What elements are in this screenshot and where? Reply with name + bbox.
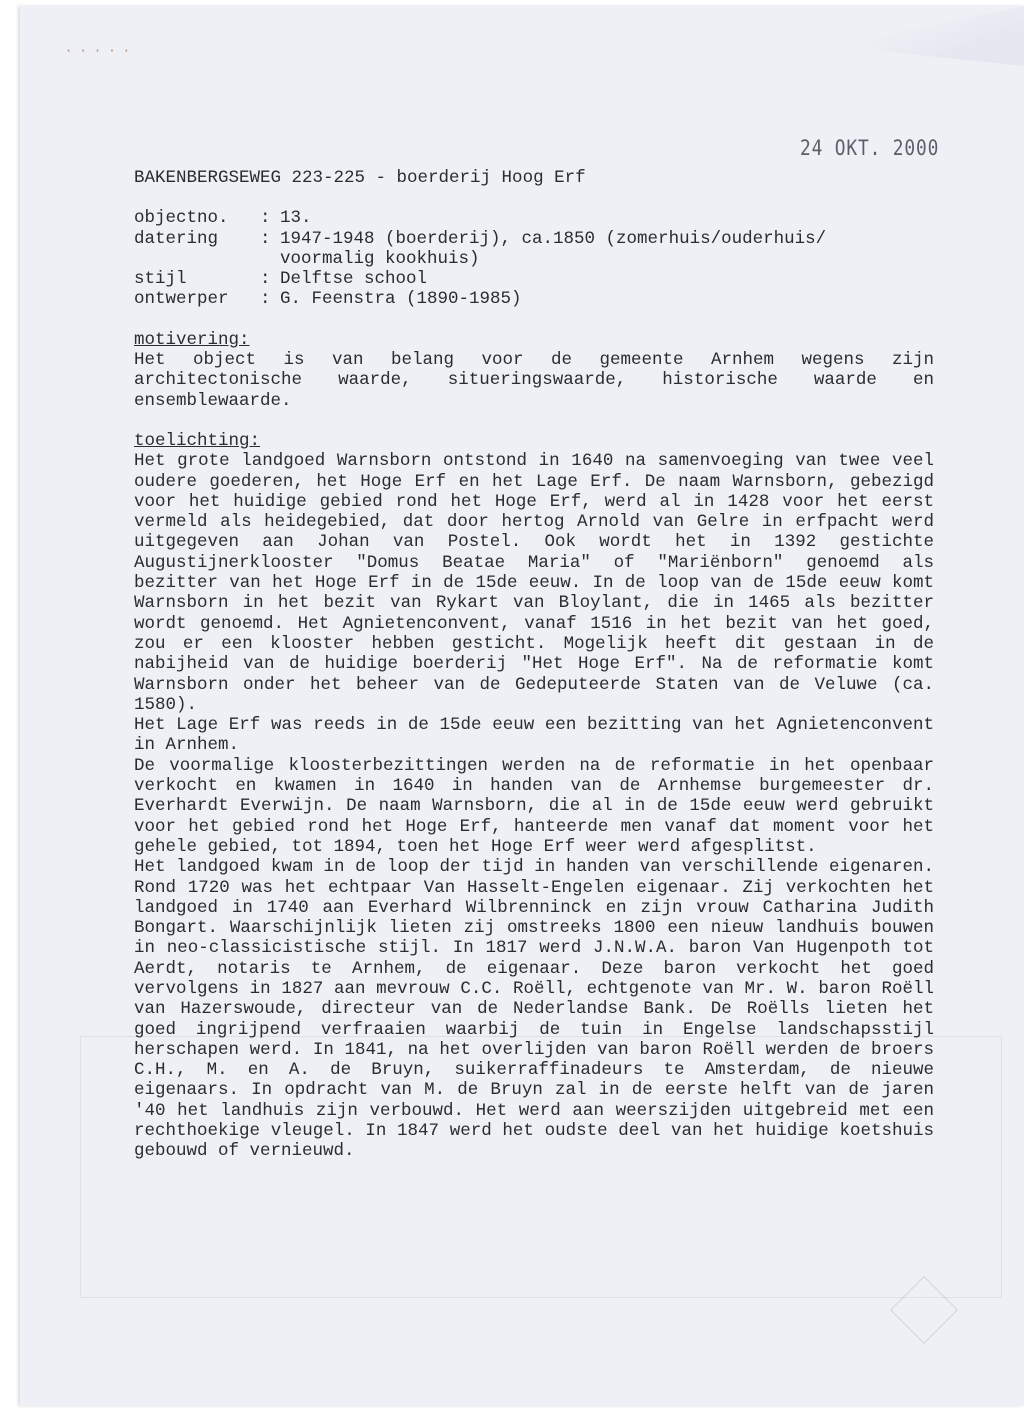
document-body bbox=[134, 168, 934, 1162]
meta-separator: : bbox=[260, 269, 282, 290]
meta-value: 13. bbox=[280, 208, 312, 229]
toelichting-paragraph: Het grote landgoed Warnsborn ontstond in 1640 na samenvoeging van twee veel oudere goederen, het Hoge Erf en het Lage Erf. De naam Warnsborn, gebezigd voor het huidige gebied rond het Hoge Erf, werd al in 1428 voor het eerst vermeld als heidegebied, dat door hertog Arnold van Gelre in erfpacht werd uitgegeven aan Johan van Postel. Ook wordt het in 1392 gestichte Augustijnerklooster "Domus Beatae Maria" of "Mariënborn" genoemd als bezitter van het Hoge Erf in de 15de eeuw. In de loop van de 15de eeuw komt Warnsborn in het bezit van Rykart van Bloylant, die in 1465 als bezitter wordt genoemd. Het Agnietenconvent, vanaf 1516 in het bezit van het goed, zou er een klooster hebben gesticht. Mogelijk heeft dit gestaan in de nabijheid van de huidige boerderij "Het Hoge Erf". Na de reformatie komt Warnsborn onder het beheer van de Gedeputeerde Staten van de Veluwe (ca. 1580). bbox=[134, 451, 934, 715]
meta-value: 1947-1948 (boerderij), ca.1850 (zomerhuis/ouderhuis/ voormalig kookhuis) bbox=[280, 228, 827, 269]
meta-row-stijl bbox=[134, 269, 934, 289]
metadata-table bbox=[134, 208, 934, 309]
toelichting-paragraph: De voormalige kloosterbezittingen werden na de reformatie in het openbaar verkocht en kwamen in 1640 in handen van de Arnhemse burgemeester dr. Everhardt Everwijn. De naam Warnsborn, die al in de 15de eeuw werd gebruikt voor het gebied rond het Hoge Erf, hanteerde men vanaf dat moment voor het gehele gebied, tot 1894, toen het Hoge Erf weer werd afgesplitst. bbox=[134, 755, 934, 857]
meta-key: datering bbox=[134, 228, 219, 249]
date-stamp: 24 OKT. 2000 bbox=[800, 136, 940, 160]
meta-value: Delftse school bbox=[280, 269, 428, 290]
meta-key: ontwerper bbox=[134, 289, 229, 310]
meta-row-datering bbox=[134, 229, 934, 270]
motivering-text: Het object is van belang voor de gemeente Arnhem wegens zijn architectonische waarde, situeringswaarde, historische waarde en ensemblewaarde. bbox=[134, 350, 934, 411]
meta-separator: : bbox=[260, 208, 282, 229]
document-title: BAKENBERGSEWEG 223-225 - boerderij Hoog Erf bbox=[134, 168, 586, 188]
meta-key: stijl bbox=[134, 269, 187, 290]
meta-row-ontwerper bbox=[134, 289, 934, 309]
toelichting-paragraph: Het Lage Erf was reeds in de 15de eeuw een bezitting van het Agnietenconvent in Arnhem. bbox=[134, 715, 934, 756]
meta-key: objectno. bbox=[134, 208, 229, 229]
meta-value: G. Feenstra (1890-1985) bbox=[280, 289, 522, 310]
meta-row-objectno bbox=[134, 208, 934, 228]
margin-mark: · · · · · bbox=[65, 44, 131, 58]
meta-separator: : bbox=[260, 228, 282, 249]
meta-separator: : bbox=[260, 289, 282, 310]
toelichting-paragraph: Het landgoed kwam in de loop der tijd in handen van verschillende eigenaren. Rond 1720 was het echtpaar Van Hasselt-Engelen eigenaar. Zij verkochten het landgoed in 1740 aan Everhard Wilbrenninck en zijn vrouw Catharina Judith Bongart. Waarschijnlijk lieten zij omstreeks 1800 een nieuw landhuis bouwen in neo-classicistische stijl. In 1817 werd J.N.W.A. baron Van Hugenpoth tot Aerdt, notaris te Arnhem, de eigenaar. Deze baron verkocht het goed vervolgens in 1827 aan mevrouw C.C. Roëll, echtgenote van Mr. W. baron Roëll van Hazerswoude, directeur van de Nederlandse Bank. De Roëlls lieten het goed ingrijpend verfraaien waarbij de tuin in Engelse landschapsstijl herschapen werd. In 1841, na het overlijden van baron Roëll werden de broers C.H., M. en A. de Bruyn, suikerraffinadeurs te Amsterdam, de nieuwe eigenaars. In opdracht van M. de Bruyn zal in de eerste helft van de jaren '40 het landhuis zijn verbouwd. Het werd aan weerszijden uitgebreid met een rechthoekige vleugel. In 1847 werd het oudste deel van het huidige koetshuis gebouwd of vernieuwd. bbox=[134, 857, 934, 1162]
toelichting-heading: toelichting: bbox=[134, 430, 261, 451]
motivering-section bbox=[134, 330, 934, 411]
motivering-heading: motivering: bbox=[134, 329, 250, 350]
page-corner-fold bbox=[864, 6, 1024, 66]
toelichting-section bbox=[134, 431, 934, 1162]
